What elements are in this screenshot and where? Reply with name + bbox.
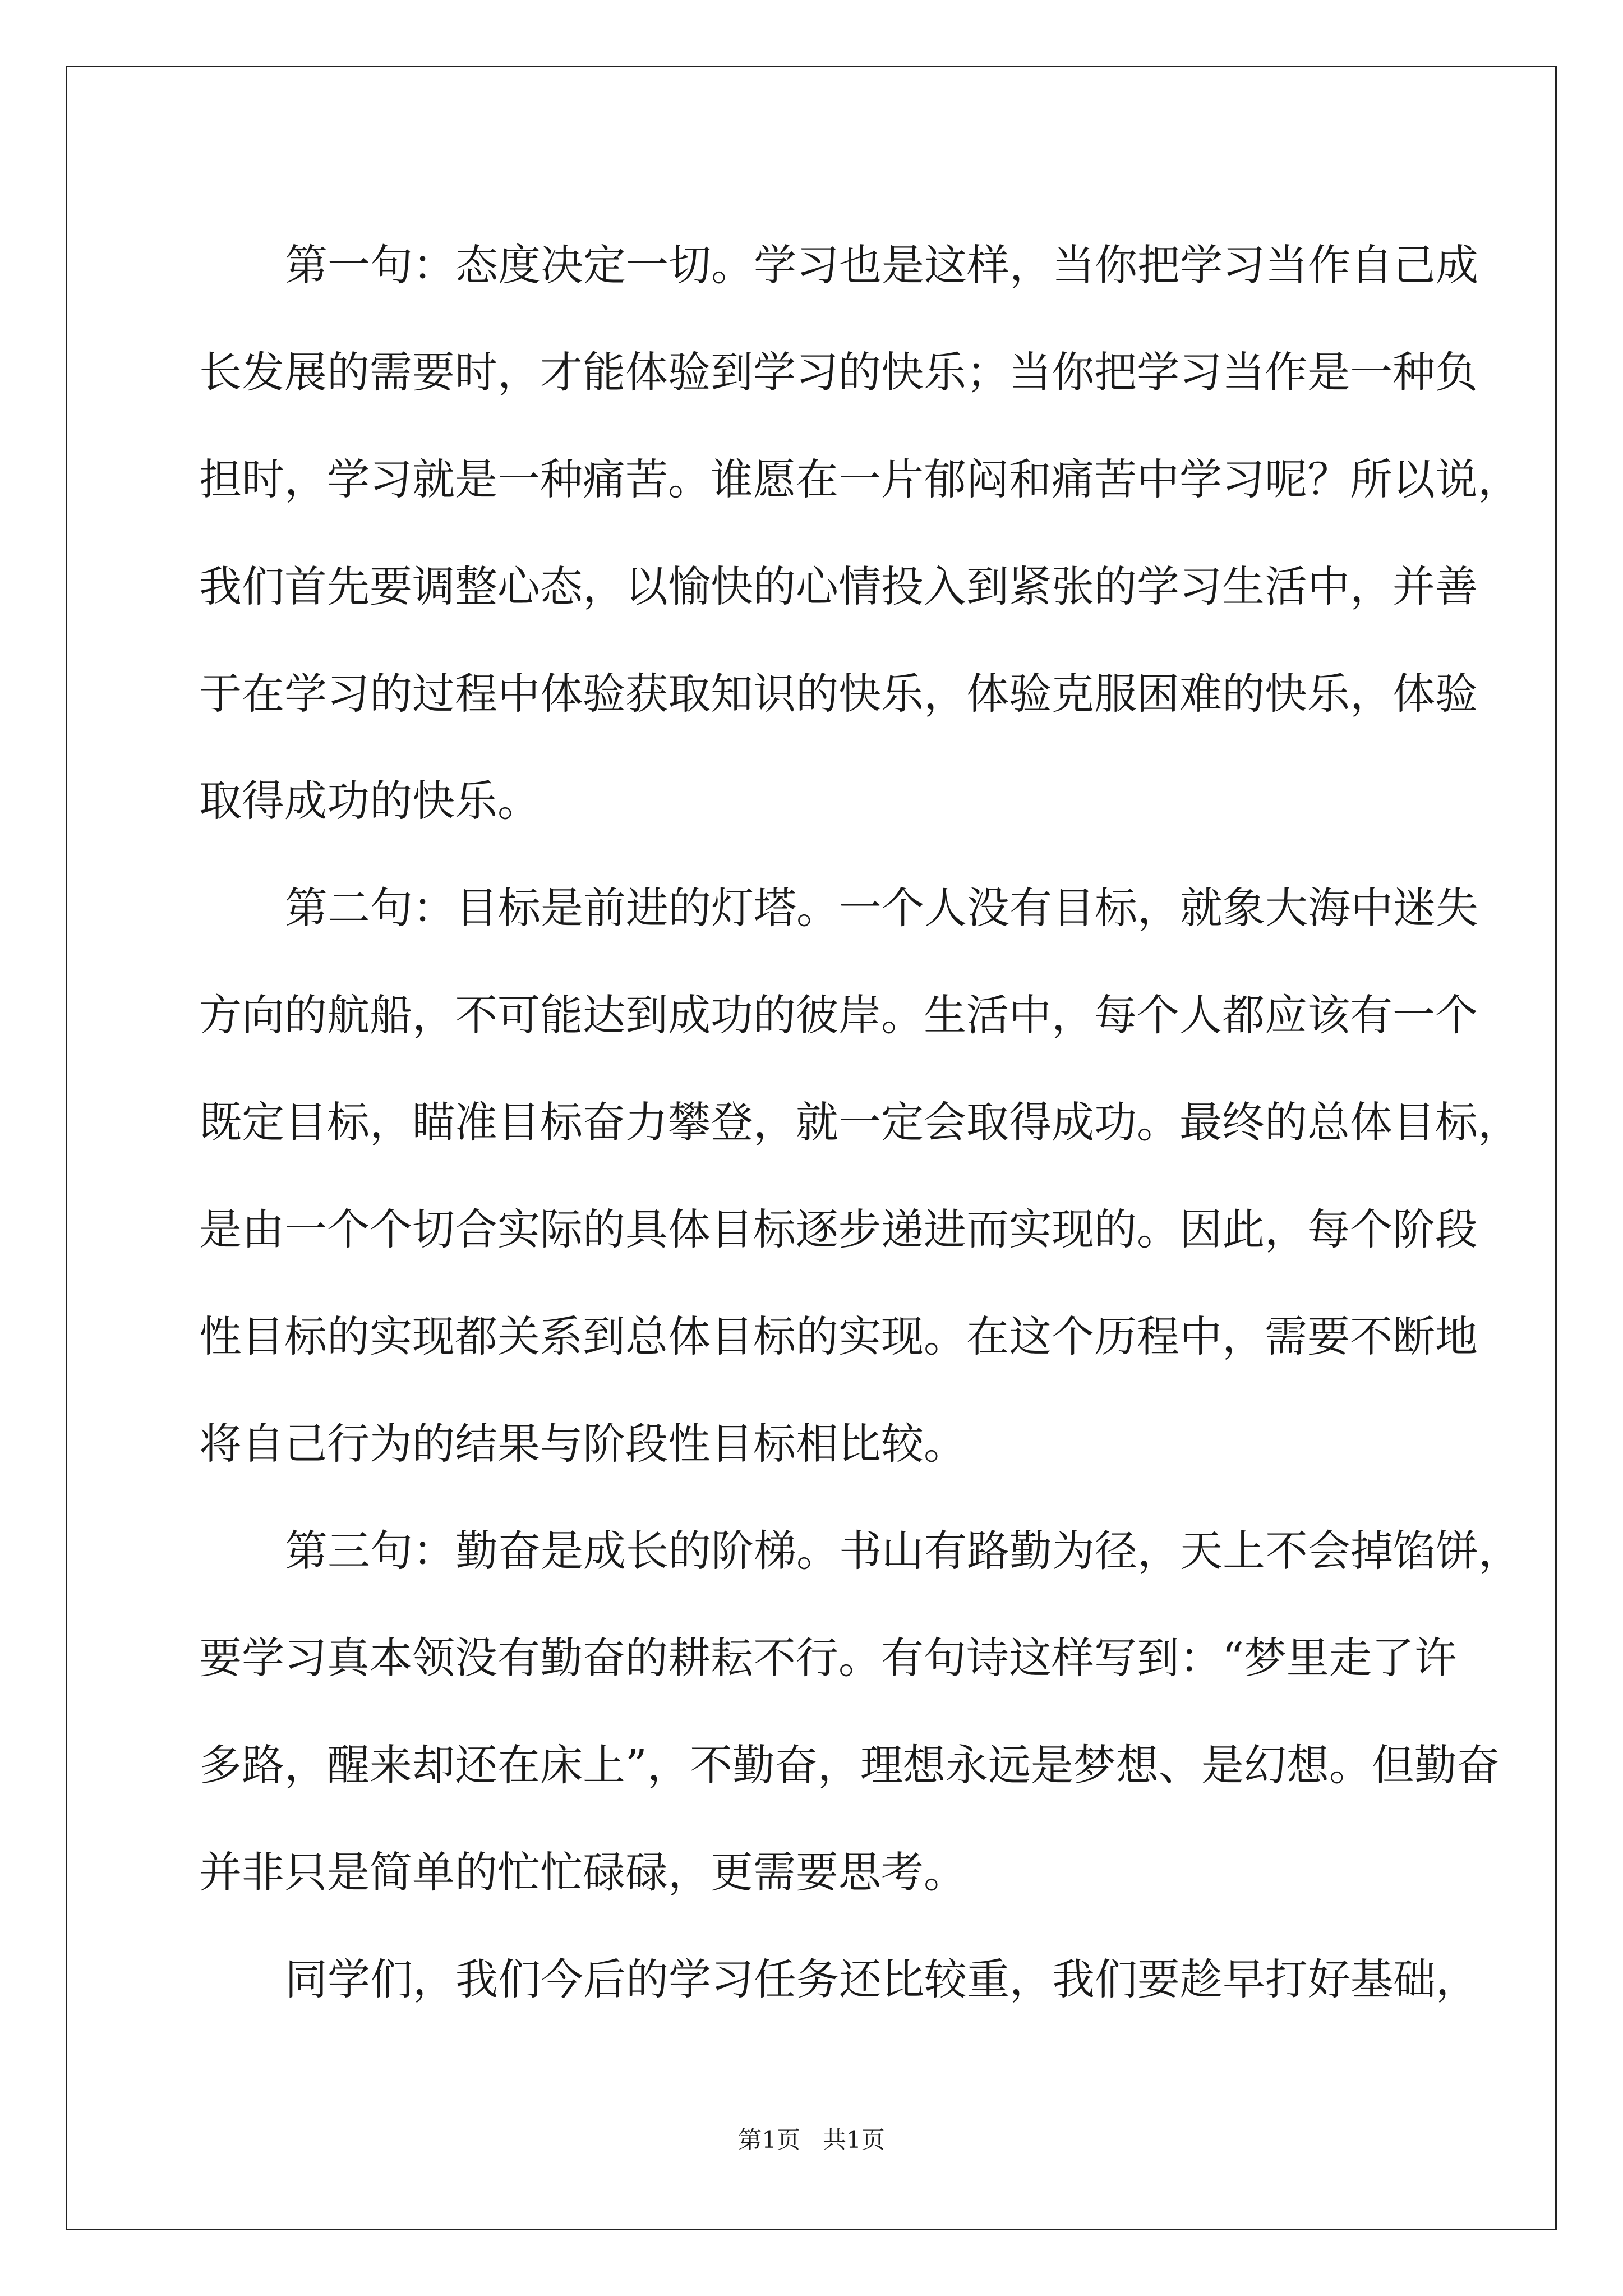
paragraph-line: 将自己行为的结果与阶段性目标相比较。 [199,1419,966,1469]
paragraph-3 [199,1497,1521,1926]
paragraph-line: 要学习真本领没有勤奋的耕耘不行。有句诗这样写到：“梦里走了许 [199,1633,1457,1683]
paragraph-2 [199,854,1520,1497]
document-body [199,211,1521,2033]
paragraph-line: 担时，学习就是一种痛苦。谁愿在一片郁闷和痛苦中学习呢？所以说， [199,454,1520,504]
paragraph-line: 我们首先要调整心态，以愉快的心情投入到紧张的学习生活中，并善 [199,562,1478,611]
paragraph-line: 是由一个个切合实际的具体目标逐步递进而实现的。因此，每个阶段 [199,1204,1478,1254]
paragraph-4 [199,1926,1478,2033]
page-footer: 第1页 共1页 [738,2126,885,2154]
paragraph-line: 既定目标，瞄准目标奋力攀登，就一定会取得成功。最终的总体目标， [199,1097,1520,1147]
paragraph-line: 多路，醒来却还在床上”，不勤奋，理想永远是梦想、是幻想。但勤奋 [199,1740,1500,1790]
paragraph-line: 性目标的实现都关系到总体目标的实现。在这个历程中，需要不断地 [199,1312,1478,1361]
paragraph-line: 第二句：目标是前进的灯塔。一个人没有目标，就象大海中迷失 [285,883,1478,933]
paragraph-line: 第一句：态度决定一切。学习也是这样，当你把学习当作自己成 [285,240,1478,290]
paragraph-line: 于在学习的过程中体验获取知识的快乐，体验克服困难的快乐，体验 [199,669,1478,719]
paragraph-line: 长发展的需要时，才能体验到学习的快乐；当你把学习当作是一种负 [199,347,1478,397]
paragraph-line: 取得成功的快乐。 [199,776,540,826]
paragraph-line: 方向的航船，不可能达到成功的彼岸。生活中，每个人都应该有一个 [199,990,1478,1040]
paragraph-line: 同学们，我们今后的学习任务还比较重，我们要趁早打好基础， [285,1954,1478,2004]
paragraph-line: 并非只是简单的忙忙碌碌，更需要思考。 [199,1847,966,1897]
paragraph-1 [199,211,1520,854]
paragraph-line: 第三句：勤奋是成长的阶梯。书山有路勤为径，天上不会掉馅饼， [285,1526,1521,1576]
